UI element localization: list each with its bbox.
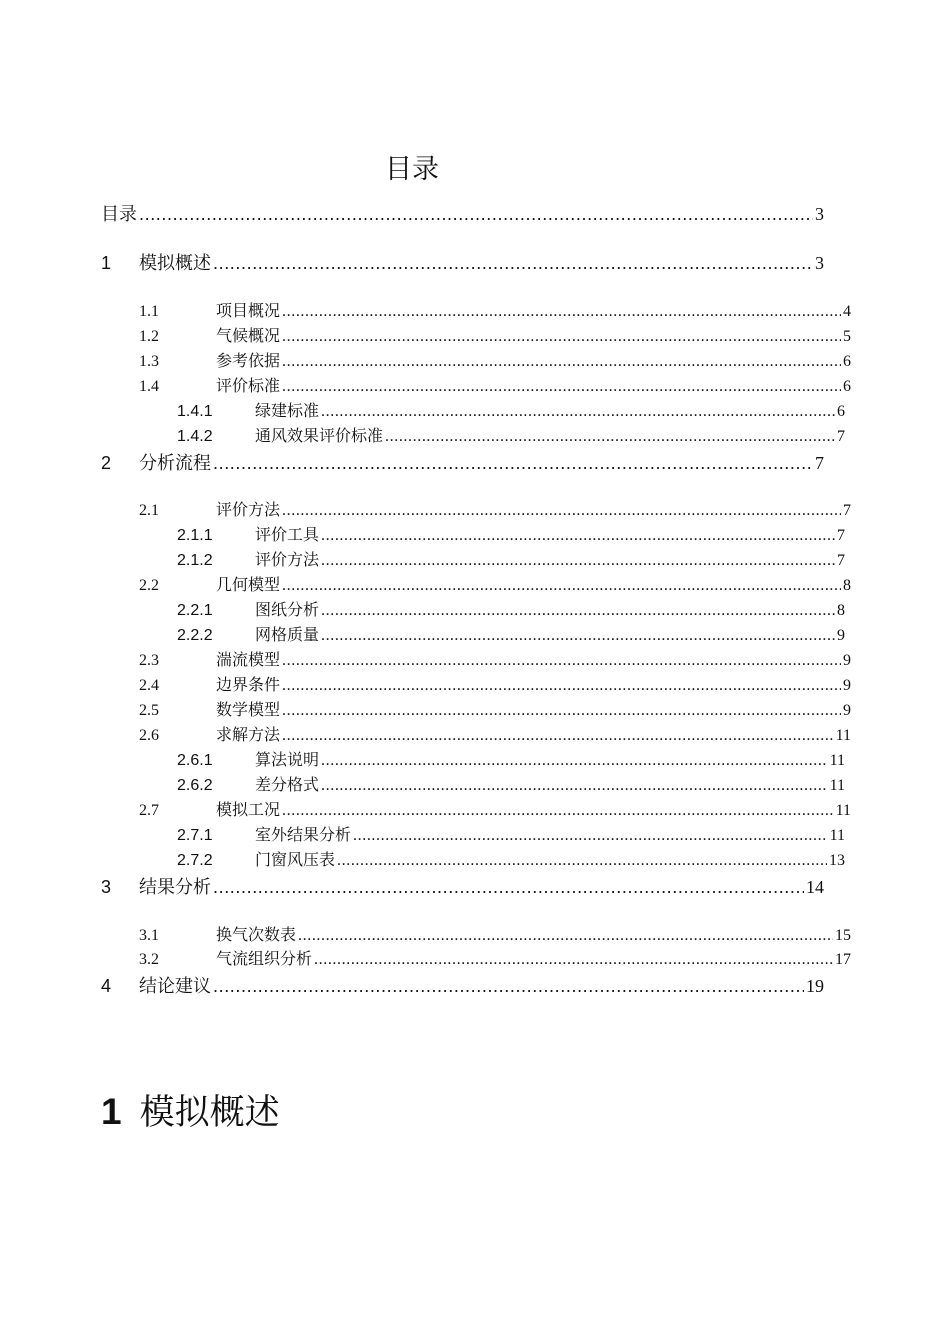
toc-entry-label: 评价工具 [255, 527, 320, 544]
toc-entry-page: 7 [843, 502, 851, 519]
toc-entry[interactable] [139, 697, 851, 720]
toc-entry-page: 14 [806, 877, 824, 897]
toc-entry[interactable] [101, 873, 824, 899]
toc-entry-page: 7 [837, 428, 845, 445]
toc-entry-label: 参考依据 [216, 353, 281, 370]
toc-entry-label: 评价方法 [216, 502, 281, 519]
toc-dot-leader [213, 877, 804, 898]
chapter-heading [101, 1085, 280, 1135]
toc-entry-number: 2.6.1 [177, 752, 213, 769]
toc-entry[interactable] [177, 522, 845, 545]
toc-entry-number: 3 [101, 877, 112, 897]
toc-entry-number: 2.6.2 [177, 777, 213, 794]
toc-dot-leader [282, 328, 841, 346]
toc-entry-number: 1.4.2 [177, 428, 213, 445]
toc-entry-number: 1.2 [139, 328, 159, 345]
toc-entry-number: 1 [101, 253, 112, 273]
toc-dot-leader [321, 552, 835, 570]
toc-entry-label: 图纸分析 [255, 602, 320, 619]
toc-entry[interactable] [101, 449, 824, 475]
toc-dot-leader [321, 602, 835, 620]
toc-entry-label: 求解方法 [216, 727, 281, 744]
toc-entry-page: 5 [843, 328, 851, 345]
toc-dot-leader [353, 827, 828, 845]
toc-dot-leader [314, 951, 833, 969]
toc-entry-page: 9 [843, 702, 851, 719]
toc-entry-page: 19 [806, 976, 824, 996]
toc-entry-label: 网格质量 [255, 627, 320, 644]
toc-entry-label: 气流组织分析 [216, 951, 313, 968]
toc-entry-page: 8 [837, 602, 845, 619]
toc-entry-label: 分析流程 [139, 453, 211, 473]
chapter-title: 模拟概述 [139, 1093, 280, 1133]
toc-entry-page: 11 [829, 827, 845, 844]
toc-entry-number: 3.1 [139, 927, 159, 944]
chapter-number: 1 [101, 1091, 122, 1132]
toc-dot-leader [337, 852, 827, 870]
toc-entry-page: 7 [815, 453, 824, 473]
toc-entry-label: 评价方法 [255, 552, 320, 569]
toc-dot-leader [321, 777, 828, 795]
toc-entry-page: 11 [829, 752, 845, 769]
toc-entry-label: 差分格式 [255, 777, 320, 794]
toc-entry-label: 气候概况 [216, 328, 281, 345]
toc-dot-leader [385, 428, 835, 446]
toc-dot-leader [282, 727, 834, 745]
toc-entry-label: 模拟概述 [139, 253, 211, 273]
toc-entry[interactable] [139, 946, 851, 969]
toc-entry-page: 17 [835, 951, 851, 968]
toc-entry[interactable] [177, 772, 845, 795]
toc-entry-page: 6 [843, 378, 851, 395]
toc-entry[interactable] [139, 323, 851, 346]
toc-entry-page: 15 [835, 927, 851, 944]
toc-entry-number: 4 [101, 976, 112, 996]
toc-entry-number: 3.2 [139, 951, 159, 968]
toc-entry-number: 1.3 [139, 353, 159, 370]
toc-entry[interactable] [139, 672, 851, 695]
toc-entry-label: 结论建议 [139, 976, 211, 996]
toc-entry-label: 室外结果分析 [255, 827, 352, 844]
toc-entry[interactable] [101, 972, 824, 998]
toc-entry[interactable] [139, 497, 851, 520]
toc-entry-number: 1.4.1 [177, 403, 213, 420]
toc-dot-leader [321, 627, 835, 645]
toc-entry-page: 3 [815, 253, 824, 273]
toc-entry-number: 2.5 [139, 702, 159, 719]
toc-entry-page: 11 [835, 727, 851, 744]
toc-entry-number: 2.4 [139, 677, 159, 694]
toc-entry[interactable] [139, 348, 851, 371]
toc-entry-page: 6 [837, 403, 845, 420]
toc-dot-leader [321, 527, 835, 545]
toc-dot-leader [282, 353, 841, 371]
toc-entry-label: 通风效果评价标准 [255, 428, 384, 445]
toc-entry-number: 2.6 [139, 727, 159, 744]
toc-entry-number: 2.2.2 [177, 627, 213, 644]
toc-dot-leader [282, 677, 841, 695]
toc-dot-leader [282, 502, 841, 520]
toc-entry-label: 数学模型 [216, 702, 281, 719]
toc-entry[interactable] [139, 298, 851, 321]
toc-dot-leader [139, 204, 813, 225]
toc-entry-page: 7 [837, 527, 845, 544]
toc-entry-number: 1.4 [139, 378, 159, 395]
toc-entry-label: 湍流模型 [216, 652, 281, 669]
toc-entry[interactable] [177, 622, 845, 645]
toc-dot-leader [213, 453, 813, 474]
toc-entry[interactable] [177, 747, 845, 770]
toc-entry-label: 项目概况 [216, 303, 281, 320]
toc-dot-leader [282, 303, 841, 321]
toc-entry[interactable] [177, 847, 845, 870]
toc-entry-label: 几何模型 [216, 577, 281, 594]
toc-entry[interactable] [139, 647, 851, 670]
toc-entry[interactable] [139, 797, 851, 820]
toc-entry-number: 2.1.1 [177, 527, 213, 544]
toc-entry-page: 11 [829, 777, 845, 794]
toc-dot-leader [282, 652, 841, 670]
toc-entry[interactable] [177, 597, 845, 620]
toc-entry-label: 绿建标准 [255, 403, 320, 420]
toc-dot-leader [213, 976, 804, 997]
toc-title: 目录 [385, 154, 439, 185]
toc-entry-label: 门窗风压表 [255, 852, 336, 869]
toc-entry[interactable] [177, 398, 845, 421]
toc-entry-page: 9 [843, 677, 851, 694]
toc-entry-number: 2.1 [139, 502, 159, 519]
toc-entry[interactable] [177, 822, 845, 845]
toc-entry[interactable] [101, 249, 824, 275]
toc-entry-number: 2.3 [139, 652, 159, 669]
toc-entry-number: 1.1 [139, 303, 159, 320]
toc-dot-leader [282, 802, 834, 820]
toc-entry-page: 11 [835, 802, 851, 819]
toc-entry[interactable] [177, 547, 845, 570]
toc-dot-leader [282, 702, 841, 720]
toc-entry-label: 换气次数表 [216, 927, 297, 944]
toc-entry[interactable] [139, 373, 851, 396]
toc-entry-number: 2.2 [139, 577, 159, 594]
toc-entry-number: 2.7.2 [177, 852, 213, 869]
toc-dot-leader [321, 403, 835, 421]
toc-entry-page: 8 [843, 577, 851, 594]
toc-entry-page: 9 [837, 627, 845, 644]
toc-entry[interactable] [139, 722, 851, 745]
toc-entry-page: 7 [837, 552, 845, 569]
toc-entry-page: 3 [815, 204, 824, 224]
toc-entry-page: 4 [843, 303, 851, 320]
toc-entry-label: 边界条件 [216, 677, 281, 694]
toc-entry-label: 评价标准 [216, 378, 281, 395]
toc-dot-leader [213, 253, 813, 274]
toc-dot-leader [282, 378, 841, 396]
toc-entry-number: 2 [101, 453, 112, 473]
toc-entry[interactable] [139, 922, 851, 945]
toc-entry[interactable] [101, 200, 824, 226]
toc-dot-leader [298, 927, 833, 945]
toc-entry-label: 目录 [101, 204, 137, 224]
toc-dot-leader [321, 752, 828, 770]
toc-entry-page: 13 [829, 852, 845, 869]
toc-entry-page: 6 [843, 353, 851, 370]
toc-entry-number: 2.2.1 [177, 602, 213, 619]
toc-entry[interactable] [177, 423, 845, 446]
toc-entry-label: 结果分析 [139, 877, 211, 897]
toc-entry-number: 2.7.1 [177, 827, 213, 844]
toc-entry-label: 算法说明 [255, 752, 320, 769]
toc-entry[interactable] [139, 572, 851, 595]
toc-entry-number: 2.7 [139, 802, 159, 819]
toc-dot-leader [282, 577, 841, 595]
toc-entry-label: 模拟工况 [216, 802, 281, 819]
toc-entry-number: 2.1.2 [177, 552, 213, 569]
toc-entry-page: 9 [843, 652, 851, 669]
